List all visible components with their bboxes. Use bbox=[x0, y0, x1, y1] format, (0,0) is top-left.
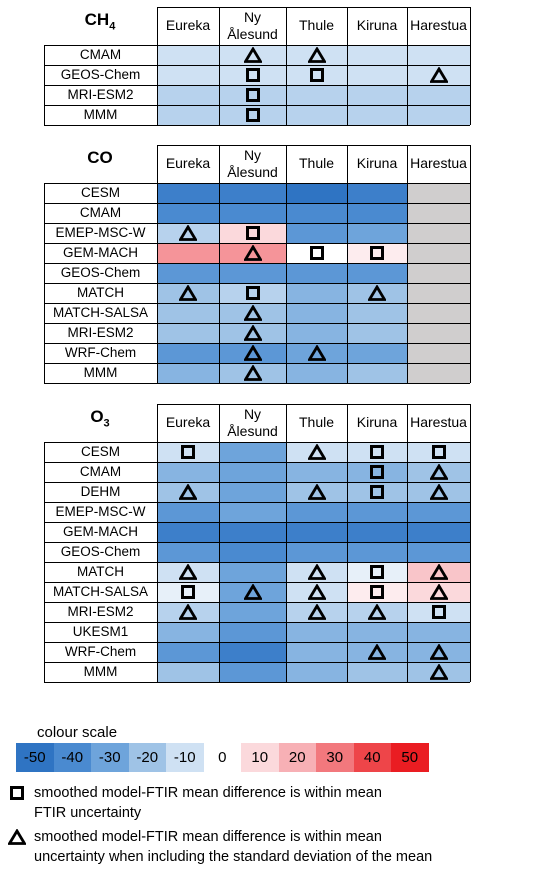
colour-scale-swatch: 40 bbox=[354, 743, 392, 772]
o3-cell bbox=[219, 622, 286, 642]
o3-cell bbox=[157, 502, 219, 522]
o3-cell bbox=[157, 462, 219, 482]
o3-row-label: MATCH bbox=[77, 564, 124, 579]
ch4-column-header: Ny Ålesund bbox=[227, 9, 278, 42]
ch4-grid-line bbox=[407, 7, 408, 125]
o3-cell bbox=[219, 562, 286, 582]
o3-cell bbox=[219, 462, 286, 482]
co-grid-line bbox=[407, 145, 408, 383]
co-row-label: MRI-ESM2 bbox=[67, 325, 134, 340]
co-grid-line bbox=[219, 145, 220, 383]
ch4-cell bbox=[157, 45, 219, 65]
co-cell bbox=[286, 363, 347, 383]
co-cell bbox=[219, 263, 286, 283]
ch4-cell bbox=[407, 105, 470, 125]
co-grid-line bbox=[44, 243, 470, 244]
o3-row-label: MMM bbox=[83, 664, 118, 679]
co-cell bbox=[407, 323, 470, 343]
ch4-cell bbox=[347, 45, 407, 65]
triangle-key-text-line2: uncertainty when including the standard deviation of the mean bbox=[34, 849, 433, 865]
square-key-text-line1: smoothed model-FTIR mean difference is within mean bbox=[34, 785, 382, 801]
o3-cell bbox=[347, 622, 407, 642]
o3-grid-line bbox=[44, 642, 470, 643]
ch4-column-header: Thule bbox=[298, 17, 335, 33]
o3-row-label: EMEP-MSC-W bbox=[55, 504, 146, 519]
co-column-header: Kiruna bbox=[356, 155, 398, 171]
o3-row-label: DEHM bbox=[80, 484, 121, 499]
co-grid-line bbox=[470, 145, 471, 383]
ch4-column-header: Eureka bbox=[165, 17, 211, 33]
co-cell bbox=[347, 183, 407, 203]
triangle-marker-icon bbox=[8, 829, 26, 845]
ch4-grid-line bbox=[347, 7, 348, 125]
o3-column-header: Eureka bbox=[165, 414, 211, 430]
o3-cell bbox=[347, 662, 407, 682]
co-cell bbox=[286, 323, 347, 343]
o3-cell bbox=[157, 542, 219, 562]
o3-grid-line bbox=[44, 662, 470, 663]
ch4-cell bbox=[347, 105, 407, 125]
o3-cell bbox=[286, 502, 347, 522]
co-cell bbox=[157, 303, 219, 323]
co-row-label: EMEP-MSC-W bbox=[55, 225, 146, 240]
ch4-cell bbox=[407, 45, 470, 65]
ch4-cell bbox=[157, 105, 219, 125]
o3-row-label: CESM bbox=[80, 444, 120, 459]
co-row-label: MATCH-SALSA bbox=[52, 305, 148, 320]
co-row-label: WRF-Chem bbox=[64, 345, 137, 360]
colour-scale-swatch: -30 bbox=[91, 743, 129, 772]
colour-scale-swatch: 50 bbox=[391, 743, 429, 772]
co-grid-line bbox=[44, 203, 470, 204]
o3-grid-line bbox=[44, 502, 470, 503]
o3-cell bbox=[347, 502, 407, 522]
o3-grid-line bbox=[44, 462, 470, 463]
o3-cell bbox=[286, 662, 347, 682]
o3-cell bbox=[219, 602, 286, 622]
square-marker-icon bbox=[10, 786, 24, 800]
co-cell bbox=[157, 203, 219, 223]
co-cell bbox=[347, 203, 407, 223]
o3-grid-line bbox=[470, 404, 471, 682]
colour-scale-swatch: -20 bbox=[129, 743, 167, 772]
co-cell bbox=[219, 183, 286, 203]
o3-cell bbox=[286, 462, 347, 482]
ch4-cell bbox=[157, 85, 219, 105]
co-cell bbox=[407, 183, 470, 203]
o3-title-subscript: 3 bbox=[103, 417, 110, 430]
o3-cell bbox=[286, 622, 347, 642]
ch4-title: $CH_4$ bbox=[84, 10, 116, 33]
co-grid-line bbox=[44, 323, 470, 324]
o3-grid-line bbox=[286, 404, 287, 682]
o3-row-label: MATCH-SALSA bbox=[52, 584, 148, 599]
colour-scale-swatch: 0 bbox=[204, 743, 242, 772]
co-cell bbox=[407, 343, 470, 363]
co-cell bbox=[347, 323, 407, 343]
ch4-cell bbox=[407, 85, 470, 105]
co-grid-line bbox=[347, 145, 348, 383]
o3-cell bbox=[219, 442, 286, 462]
ch4-row-label: MRI-ESM2 bbox=[67, 87, 134, 102]
o3-cell bbox=[219, 522, 286, 542]
o3-row-label: CMAM bbox=[79, 464, 122, 479]
ch4-cell bbox=[286, 105, 347, 125]
o3-grid-line bbox=[44, 622, 470, 623]
o3-cell bbox=[407, 622, 470, 642]
ch4-row-label: GEOS-Chem bbox=[60, 67, 141, 82]
o3-cell bbox=[219, 642, 286, 662]
co-cell bbox=[407, 243, 470, 263]
ch4-cell bbox=[286, 85, 347, 105]
o3-cell bbox=[219, 482, 286, 502]
co-grid-line bbox=[44, 263, 470, 264]
o3-cell bbox=[347, 542, 407, 562]
co-cell bbox=[219, 203, 286, 223]
co-cell bbox=[407, 363, 470, 383]
co-cell bbox=[157, 183, 219, 203]
ch4-column-header: Harestua bbox=[410, 17, 467, 33]
co-cell bbox=[157, 323, 219, 343]
ch4-row-label: MMM bbox=[83, 107, 118, 122]
colour-scale-swatch: -10 bbox=[166, 743, 204, 772]
ch4-grid-line bbox=[470, 7, 471, 125]
colour-scale-swatch: 30 bbox=[316, 743, 354, 772]
ch4-row-label: CMAM bbox=[79, 47, 122, 62]
co-title: CO bbox=[87, 148, 113, 167]
co-cell bbox=[347, 223, 407, 243]
co-grid-line bbox=[44, 223, 470, 224]
ch4-grid-line bbox=[286, 7, 287, 125]
co-cell bbox=[157, 243, 219, 263]
co-cell bbox=[157, 363, 219, 383]
ch4-column-header: Kiruna bbox=[356, 17, 398, 33]
co-cell bbox=[286, 263, 347, 283]
co-cell bbox=[347, 363, 407, 383]
o3-cell bbox=[219, 542, 286, 562]
co-cell bbox=[407, 303, 470, 323]
o3-grid-line bbox=[44, 522, 470, 523]
co-cell bbox=[286, 303, 347, 323]
co-cell bbox=[286, 223, 347, 243]
co-row-label: GEM-MACH bbox=[63, 245, 138, 260]
o3-grid-line bbox=[219, 404, 220, 682]
o3-row-label: GEOS-Chem bbox=[60, 544, 141, 559]
co-cell bbox=[157, 263, 219, 283]
o3-grid-line bbox=[44, 682, 470, 683]
co-grid-line bbox=[44, 183, 470, 184]
square-key-text-line2: FTIR uncertainty bbox=[34, 805, 142, 821]
o3-cell bbox=[347, 522, 407, 542]
co-cell bbox=[286, 203, 347, 223]
colour-scale-swatch: -40 bbox=[54, 743, 92, 772]
co-grid-line bbox=[44, 343, 470, 344]
co-cell bbox=[347, 263, 407, 283]
co-cell bbox=[347, 343, 407, 363]
co-column-header: Thule bbox=[298, 155, 335, 171]
co-row-label: CESM bbox=[80, 185, 120, 200]
co-row-label: MATCH bbox=[77, 285, 124, 300]
co-cell bbox=[407, 223, 470, 243]
o3-grid-line bbox=[44, 482, 470, 483]
o3-cell bbox=[286, 542, 347, 562]
triangle-key-text-line1: smoothed model-FTIR mean difference is within mean bbox=[34, 829, 382, 845]
ch4-cell bbox=[157, 65, 219, 85]
co-grid-line bbox=[44, 383, 470, 384]
ch4-grid-line bbox=[219, 7, 220, 125]
co-cell bbox=[286, 183, 347, 203]
o3-cell bbox=[286, 642, 347, 662]
o3-column-header: Kiruna bbox=[356, 414, 398, 430]
co-grid-line bbox=[286, 145, 287, 383]
ch4-grid-line bbox=[44, 105, 470, 106]
co-grid-line bbox=[157, 145, 470, 146]
o3-cell bbox=[286, 522, 347, 542]
co-cell bbox=[347, 303, 407, 323]
co-grid-line bbox=[44, 283, 470, 284]
o3-grid-line bbox=[44, 562, 470, 563]
co-column-header: Ny Ålesund bbox=[227, 147, 278, 180]
colour-scale-swatch: 20 bbox=[279, 743, 317, 772]
o3-grid-line bbox=[44, 582, 470, 583]
ch4-grid-line bbox=[44, 85, 470, 86]
colour-scale-title: colour scale bbox=[37, 724, 118, 741]
ch4-title-subscript: 4 bbox=[109, 20, 116, 33]
o3-grid-line bbox=[157, 404, 470, 405]
co-cell bbox=[407, 283, 470, 303]
ch4-grid-line bbox=[157, 7, 470, 8]
o3-grid-line bbox=[157, 404, 158, 682]
co-grid-line bbox=[44, 303, 470, 304]
ch4-cell bbox=[347, 85, 407, 105]
o3-cell bbox=[157, 522, 219, 542]
co-row-label: GEOS-Chem bbox=[60, 265, 141, 280]
o3-column-header: Thule bbox=[298, 414, 335, 430]
o3-grid-line bbox=[44, 602, 470, 603]
co-cell bbox=[157, 343, 219, 363]
co-row-label: CMAM bbox=[79, 205, 122, 220]
co-grid-line bbox=[157, 145, 158, 383]
o3-grid-line bbox=[44, 542, 470, 543]
o3-cell bbox=[407, 502, 470, 522]
co-column-header: Harestua bbox=[410, 155, 467, 171]
o3-row-label: GEM-MACH bbox=[63, 524, 138, 539]
o3-column-header: Harestua bbox=[410, 414, 467, 430]
o3-title: $O_3$ bbox=[90, 407, 110, 430]
o3-cell bbox=[157, 662, 219, 682]
ch4-grid-line bbox=[44, 45, 470, 46]
o3-grid-line bbox=[347, 404, 348, 682]
ch4-grid-line bbox=[44, 65, 470, 66]
o3-grid-line bbox=[44, 442, 470, 443]
o3-grid-line bbox=[407, 404, 408, 682]
co-cell bbox=[407, 203, 470, 223]
co-column-header: Eureka bbox=[165, 155, 211, 171]
co-row-label: MMM bbox=[83, 365, 118, 380]
co-cell bbox=[407, 263, 470, 283]
o3-column-header: Ny Ålesund bbox=[227, 406, 278, 439]
co-cell bbox=[286, 283, 347, 303]
o3-cell bbox=[407, 522, 470, 542]
ch4-cell bbox=[347, 65, 407, 85]
o3-cell bbox=[407, 542, 470, 562]
o3-cell bbox=[219, 662, 286, 682]
o3-cell bbox=[157, 642, 219, 662]
o3-cell bbox=[157, 622, 219, 642]
co-grid-line bbox=[44, 363, 470, 364]
colour-scale-swatch: 10 bbox=[241, 743, 279, 772]
o3-row-label: WRF-Chem bbox=[64, 644, 137, 659]
ch4-grid-line bbox=[157, 7, 158, 125]
colour-scale-swatch: -50 bbox=[16, 743, 54, 772]
ch4-grid-line bbox=[44, 125, 470, 126]
o3-cell bbox=[219, 502, 286, 522]
o3-row-label: UKESM1 bbox=[72, 624, 129, 639]
o3-row-label: MRI-ESM2 bbox=[67, 604, 134, 619]
